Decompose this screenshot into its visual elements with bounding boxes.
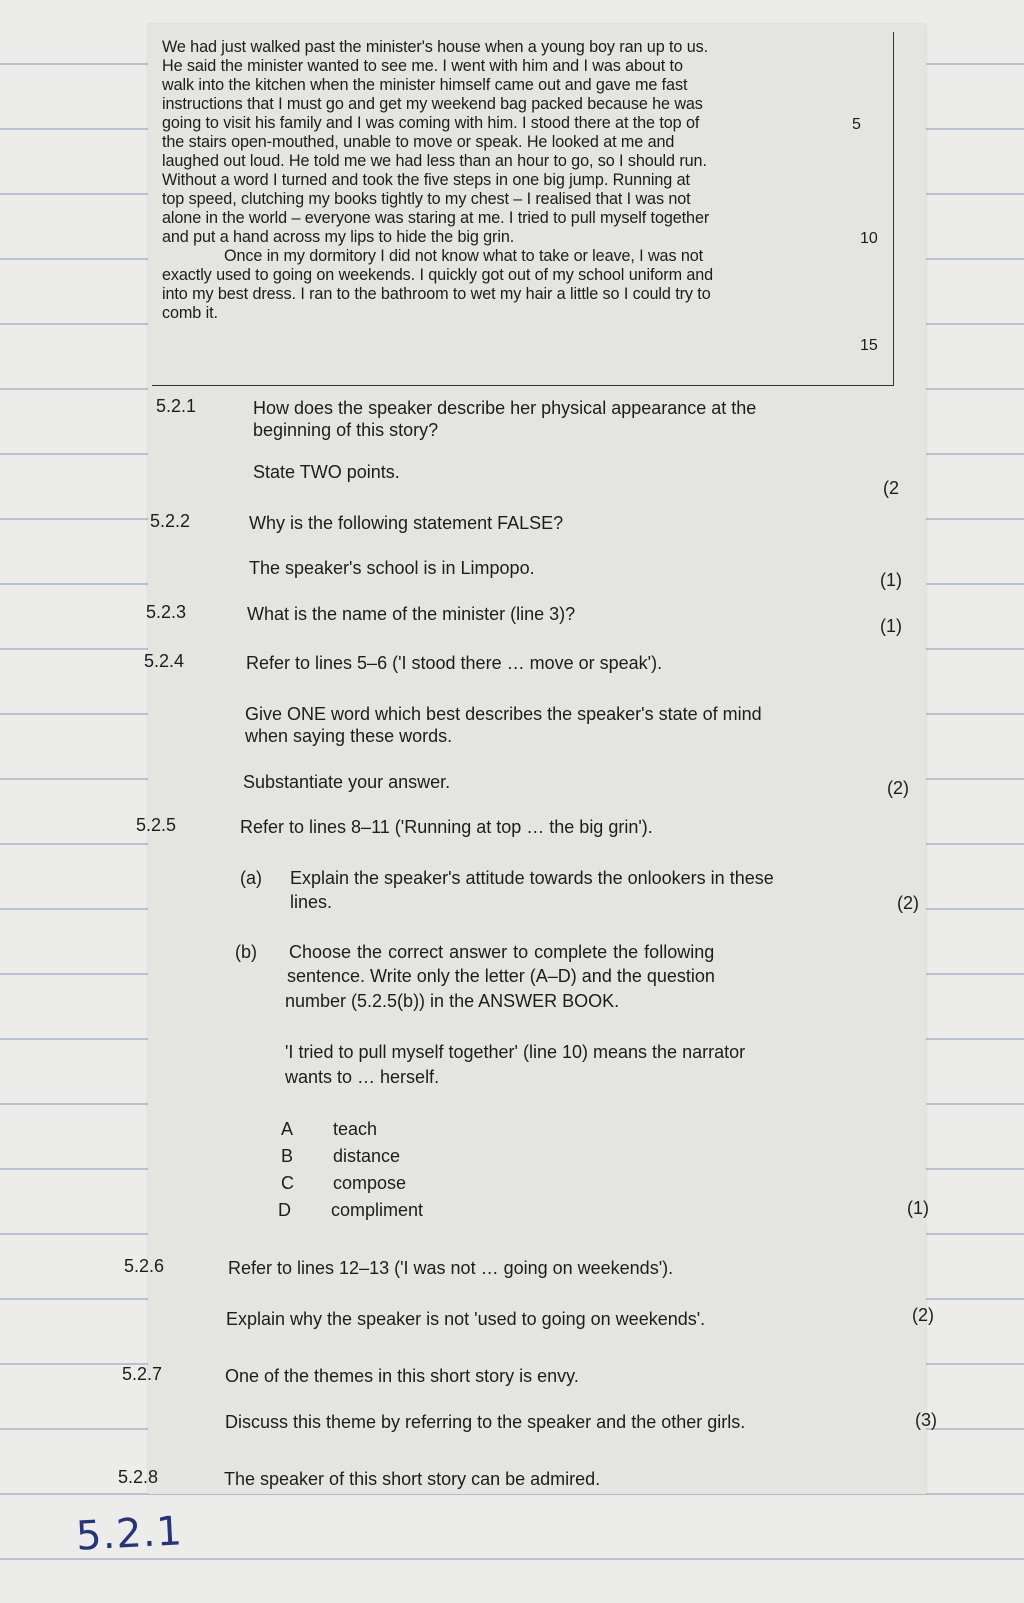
question-5-2-7-line-2: Discuss this theme by referring to the speaker and the other girls. bbox=[225, 1412, 746, 1432]
question-5-2-2-line-1: Why is the following statement FALSE? bbox=[249, 513, 564, 533]
question-5-2-5-b-line-4: 'I tried to pull myself together' (line 10) means the narrator bbox=[285, 1042, 746, 1062]
option-b-text: distance bbox=[333, 1146, 401, 1166]
mark-5-2-5-b: (1) bbox=[907, 1198, 929, 1218]
question-5-2-5-b-label: (b) bbox=[235, 942, 257, 962]
question-5-2-1-line-2: beginning of this story? bbox=[253, 420, 439, 440]
mark-5-2-6: (2) bbox=[912, 1305, 934, 1325]
extract-line-1: We had just walked past the minister's house when a young boy ran up to us. bbox=[162, 38, 708, 56]
question-5-2-5-b-line-5: wants to … herself. bbox=[285, 1067, 440, 1087]
option-c-text: compose bbox=[333, 1173, 407, 1193]
option-b-letter: B bbox=[281, 1146, 294, 1166]
extract-line-9: top speed, clutching my books tightly to my chest – I realised that I was not bbox=[162, 190, 691, 208]
option-a-text: teach bbox=[333, 1119, 378, 1139]
extract-line-8: Without a word I turned and took the five steps in one big jump. Running at bbox=[162, 171, 690, 189]
mark-5-2-7: (3) bbox=[915, 1410, 937, 1430]
question-5-2-1-line-1: How does the speaker describe her physical appearance at the bbox=[253, 398, 757, 418]
extract-line-2: He said the minister wanted to see me. I went with him and I was about to bbox=[162, 57, 683, 75]
question-5-2-5-a-label: (a) bbox=[240, 868, 262, 888]
mark-5-2-1: (2 bbox=[883, 478, 900, 498]
extract-line-10: alone in the world – everyone was staring at me. I tried to pull myself together bbox=[162, 209, 710, 227]
question-5-2-2-line-2: The speaker's school is in Limpopo. bbox=[249, 558, 535, 578]
option-c-letter: C bbox=[281, 1173, 294, 1193]
mark-5-2-5-a: (2) bbox=[897, 893, 919, 913]
option-a-letter: A bbox=[281, 1119, 294, 1139]
extract-line-11: and put a hand across my lips to hide the big grin. bbox=[162, 228, 515, 246]
question-number-5-2-1: 5.2.1 bbox=[156, 396, 197, 416]
question-5-2-4-line-2: Give ONE word which best describes the speaker's state of mind bbox=[245, 704, 762, 724]
question-number-5-2-6: 5.2.6 bbox=[124, 1256, 165, 1276]
extract-box bbox=[152, 32, 894, 386]
line-number-5: 5 bbox=[852, 116, 861, 133]
question-5-2-6-line-2: Explain why the speaker is not 'used to going on weekends'. bbox=[226, 1309, 706, 1329]
mark-5-2-2: (1) bbox=[880, 570, 902, 590]
extract-line-5: going to visit his family and I was coming with him. I stood there at the top of bbox=[162, 114, 700, 132]
question-5-2-6-line-1: Refer to lines 12–13 ('I was not … going on weekends'). bbox=[228, 1258, 674, 1278]
question-5-2-4-line-1: Refer to lines 5–6 ('I stood there … move or speak'). bbox=[246, 653, 663, 673]
option-d-letter: D bbox=[278, 1200, 291, 1220]
handwritten-answer-number: 5.2.1 bbox=[74, 1508, 184, 1560]
extract-line-4: instructions that I must go and get my weekend bag packed because he was bbox=[162, 95, 703, 113]
question-5-2-3-line-1: What is the name of the minister (line 3)? bbox=[247, 604, 576, 624]
question-5-2-4-line-4: Substantiate your answer. bbox=[243, 772, 451, 792]
extract-line-14: into my best dress. I ran to the bathroom to wet my hair a little so I could try to bbox=[162, 285, 711, 303]
question-5-2-5-line-1: Refer to lines 8–11 ('Running at top … the big grin'). bbox=[240, 817, 653, 837]
option-d-text: compliment bbox=[331, 1200, 424, 1220]
question-5-2-5-b-line-1: Choose the correct answer to complete the following bbox=[289, 942, 715, 962]
extract-line-13: exactly used to going on weekends. I quickly got out of my school uniform and bbox=[162, 266, 714, 284]
question-number-5-2-8: 5.2.8 bbox=[118, 1467, 159, 1487]
question-5-2-5-a-line-1: Explain the speaker's attitude towards the onlookers in these bbox=[290, 868, 774, 888]
question-5-2-7-line-1: One of the themes in this short story is envy. bbox=[225, 1366, 579, 1386]
question-number-5-2-5: 5.2.5 bbox=[136, 815, 177, 835]
question-5-2-8-line-1: The speaker of this short story can be admired. bbox=[224, 1469, 601, 1489]
question-number-5-2-2: 5.2.2 bbox=[150, 511, 191, 531]
question-5-2-5-b-line-3: number (5.2.5(b)) in the ANSWER BOOK. bbox=[285, 991, 620, 1011]
question-number-5-2-4: 5.2.4 bbox=[144, 651, 185, 671]
extract-line-3: walk into the kitchen when the minister himself came out and gave me fast bbox=[162, 76, 688, 94]
question-5-2-4-line-3: when saying these words. bbox=[245, 726, 453, 746]
mark-5-2-4: (2) bbox=[887, 778, 909, 798]
question-number-5-2-3: 5.2.3 bbox=[146, 602, 187, 622]
extract-line-7: laughed out loud. He told me we had less than an hour to go, so I should run. bbox=[162, 152, 707, 170]
extract-line-6: the stairs open-mouthed, unable to move or speak. He looked at me and bbox=[162, 133, 675, 151]
question-number-5-2-7: 5.2.7 bbox=[122, 1364, 163, 1384]
line-number-15: 15 bbox=[860, 337, 878, 354]
question-5-2-5-a-line-2: lines. bbox=[290, 892, 333, 912]
question-5-2-5-b-line-2: sentence. Write only the letter (A–D) and the question bbox=[287, 966, 715, 986]
mark-5-2-3: (1) bbox=[880, 616, 902, 636]
question-5-2-1-line-3: State TWO points. bbox=[253, 462, 400, 482]
extract-line-12: Once in my dormitory I did not know what to take or leave, I was not bbox=[224, 247, 704, 265]
extract-line-15: comb it. bbox=[162, 304, 218, 322]
line-number-10: 10 bbox=[860, 230, 878, 247]
